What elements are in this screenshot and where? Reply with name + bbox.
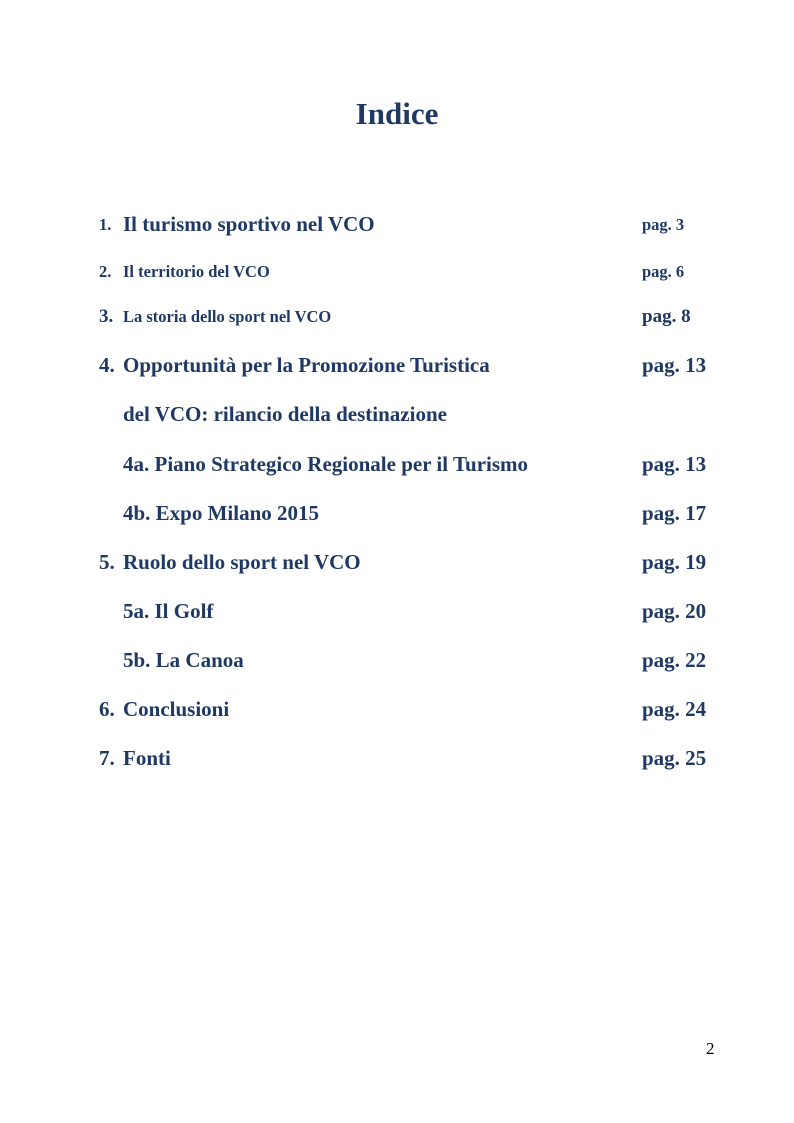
toc-entry-number: 3. [99,306,114,327]
toc-entry-7[interactable] [0,743,794,773]
toc-entry-label: La storia dello sport nel VCO [123,307,332,326]
toc-entry-4b[interactable] [0,498,794,528]
toc-entry-page: pag. 6 [642,262,685,281]
toc-entry-4[interactable] [0,350,794,380]
toc-entry-page: pag. 13 [642,353,707,377]
toc-entry-number: 1. [99,215,112,234]
toc-entry-number: 7. [99,746,115,770]
toc-entry-label: Conclusioni [123,697,230,721]
toc-entry-label: 5a. Il Golf [123,599,214,623]
toc-entry-5a[interactable] [0,596,794,626]
page-number: 2 [706,1039,715,1058]
toc-entry-number: 4. [99,353,115,377]
toc-entry-number: 6. [99,697,115,721]
toc-entry-label: Fonti [123,746,171,770]
toc-entry-label: 4a. Piano Strategico Regionale per il Turismo [123,452,529,476]
toc-entry-page: pag. 20 [642,599,707,623]
toc-entry-page: pag. 22 [642,648,707,672]
toc-entry-page: pag. 8 [642,306,691,327]
toc-entry-1[interactable] [0,209,794,239]
toc-entry-page: pag. 25 [642,746,707,770]
toc-entry-3[interactable] [0,302,794,332]
toc-entry-4a[interactable] [0,449,794,479]
toc-entry-label: Ruolo dello sport nel VCO [123,550,361,574]
toc-entry-4-continued [0,399,794,429]
toc-entry-page: pag. 3 [642,215,685,234]
toc-entry-5[interactable] [0,547,794,577]
toc-entry-number: 2. [99,262,112,281]
toc-entry-page: pag. 13 [642,452,707,476]
toc-entry-2[interactable] [0,257,794,287]
page-title: Indice [355,96,439,131]
toc-entry-label: 5b. La Canoa [123,648,244,672]
toc-entry-label: Opportunità per la Promozione Turistica [123,353,490,377]
toc-entry-5b[interactable] [0,645,794,675]
toc-entry-label: del VCO: rilancio della destinazione [123,402,447,426]
toc-entry-label: Il territorio del VCO [123,262,270,281]
toc-entry-page: pag. 24 [642,697,707,721]
toc-entry-page: pag. 19 [642,550,707,574]
toc-entry-label: 4b. Expo Milano 2015 [123,501,320,525]
toc-entry-label: Il turismo sportivo nel VCO [123,212,375,236]
toc-entry-6[interactable] [0,694,794,724]
toc-entry-number: 5. [99,550,115,574]
toc-entry-page: pag. 17 [642,501,707,525]
